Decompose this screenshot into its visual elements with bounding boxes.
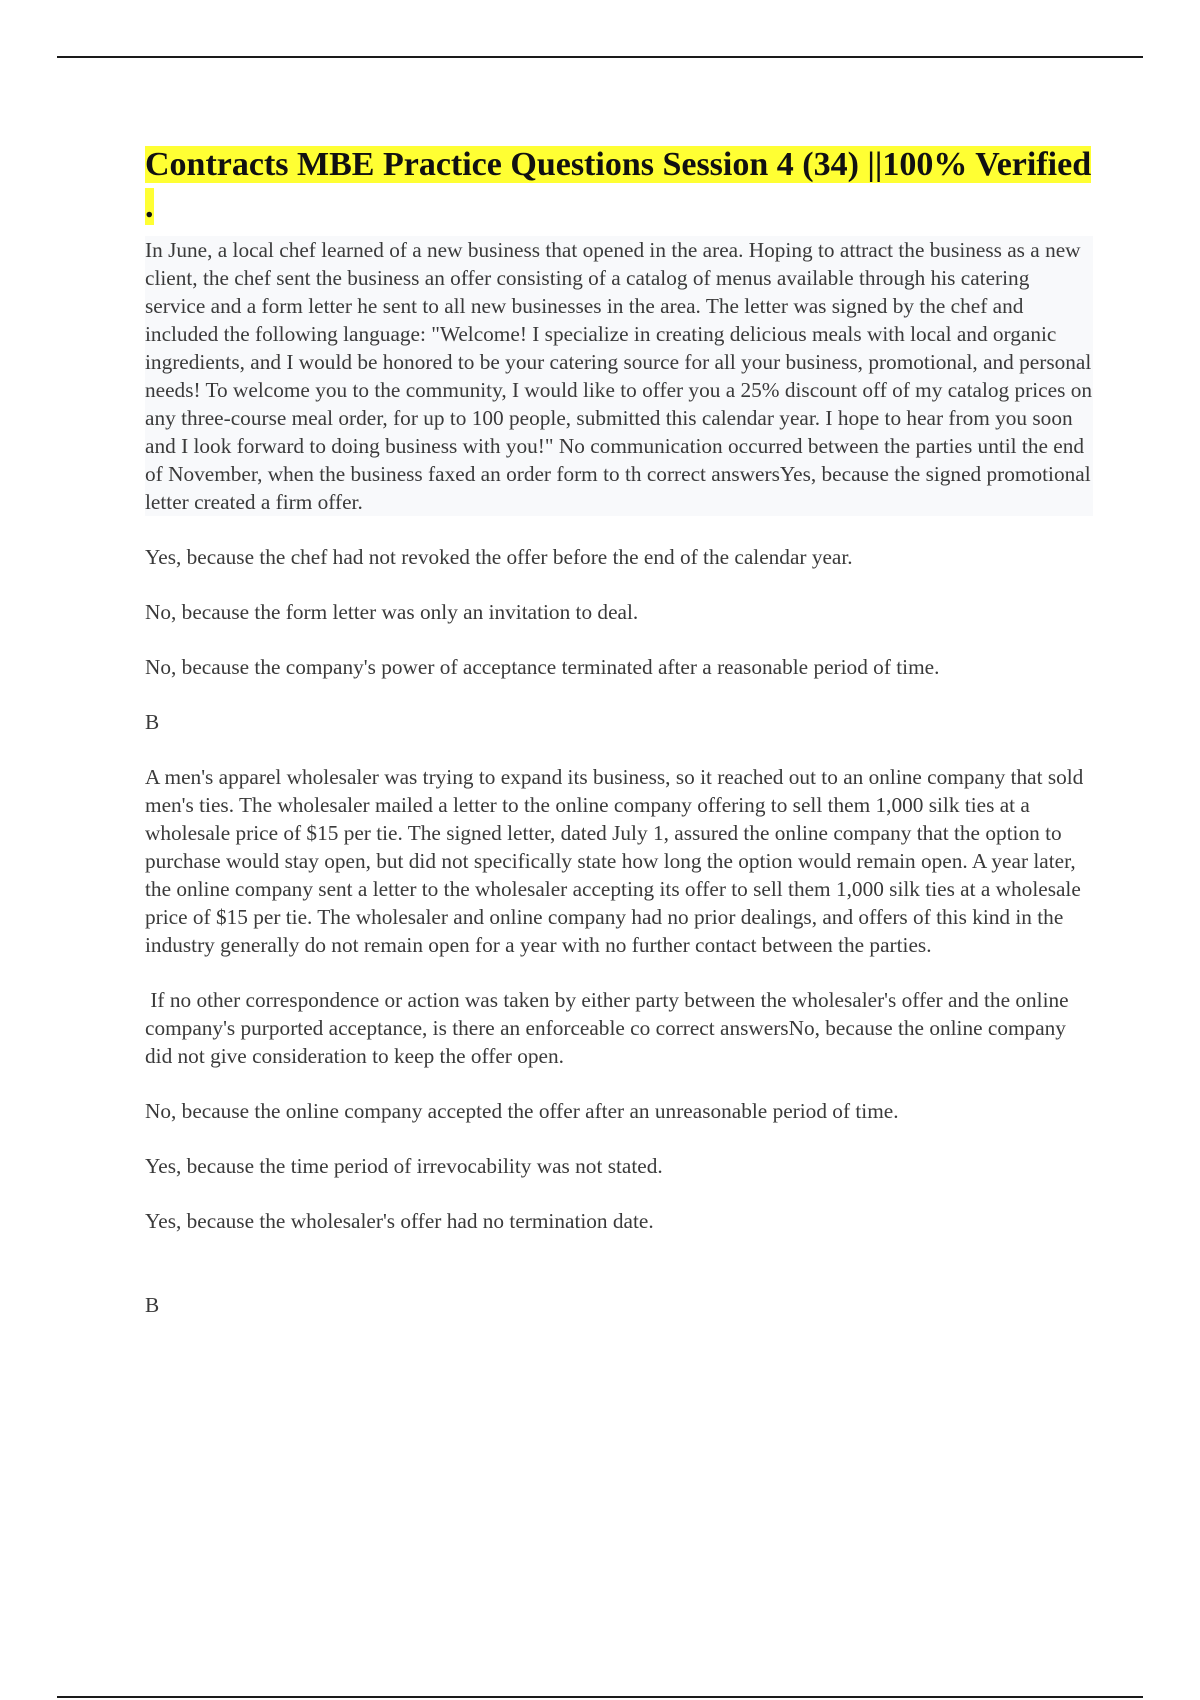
question-2-stem: A men's apparel wholesaler was trying to expand its business, so it reached out to an online company that sold men's ties. The wholesaler mailed a letter to the online company offering to sell them 1,000 silk ties at a wholesale price of $15 per tie. The signed letter, dated July 1, assured the online company that the option to purchase would stay open, but did not specifically state how long the option would remain open. A year later, the online company sent a letter to the wholesaler accepting its offer to sell them 1,000 silk ties at a wholesale price of $15 per tie. The wholesaler and online company had no prior dealings, and offers of this kind in the industry generally do not remain open for a year with no further contact between the parties.	[145, 765, 1084, 957]
question-1-option-3: No, because the company's power of acceptance terminated after a reasonable period of time.	[145, 655, 940, 679]
question-1-answer: B	[145, 710, 160, 734]
question-2-prompt: If no other correspondence or action was taken by either party between the wholesaler's offer and the online company's purported acceptance, is there an enforceable co correct answersNo, because the online company did not give consideration to keep the offer open.	[145, 988, 1074, 1068]
title-highlight: Contracts MBE Practice Questions Session 4 (34) ||100% Verified .	[145, 146, 1092, 225]
document-body	[145, 144, 1093, 1319]
question-1-option-2: No, because the form letter was only an invitation to deal.	[145, 600, 639, 624]
question-2-option-3: Yes, because the wholesaler's offer had no termination date.	[145, 1209, 654, 1233]
bottom-rule	[57, 1696, 1143, 1698]
document-title	[145, 144, 1093, 228]
top-rule	[57, 56, 1143, 58]
question-1-option-1: Yes, because the chef had not revoked the offer before the end of the calendar year.	[145, 545, 853, 569]
question-1-stem: In June, a local chef learned of a new business that opened in the area. Hoping to attract the business as a new client, the chef sent the business an offer consisting of a catalog of menus available through his catering service and a form letter he sent to all new businesses in the area. The letter was signed by the chef and included the following language: "Welcome! I specialize in creating delicious meals with local and organic ingredients, and I would be honored to be your catering source for all your business, promotional, and personal needs! To welcome you to the community, I would like to offer you a 25% discount off of my catalog prices on any three-course meal order, for up to 100 people, submitted this calendar year. I hope to hear from you soon and I look forward to doing business with you!" No communication occurred between the parties until the end of November, when the business faxed an order form to th correct answersYes, because the signed promotional letter created a firm offer.	[145, 238, 1092, 514]
question-2-option-2: Yes, because the time period of irrevocability was not stated.	[145, 1154, 663, 1178]
question-2-answer: B	[145, 1293, 160, 1317]
question-2-option-1: No, because the online company accepted the offer after an unreasonable period of time.	[145, 1099, 899, 1123]
